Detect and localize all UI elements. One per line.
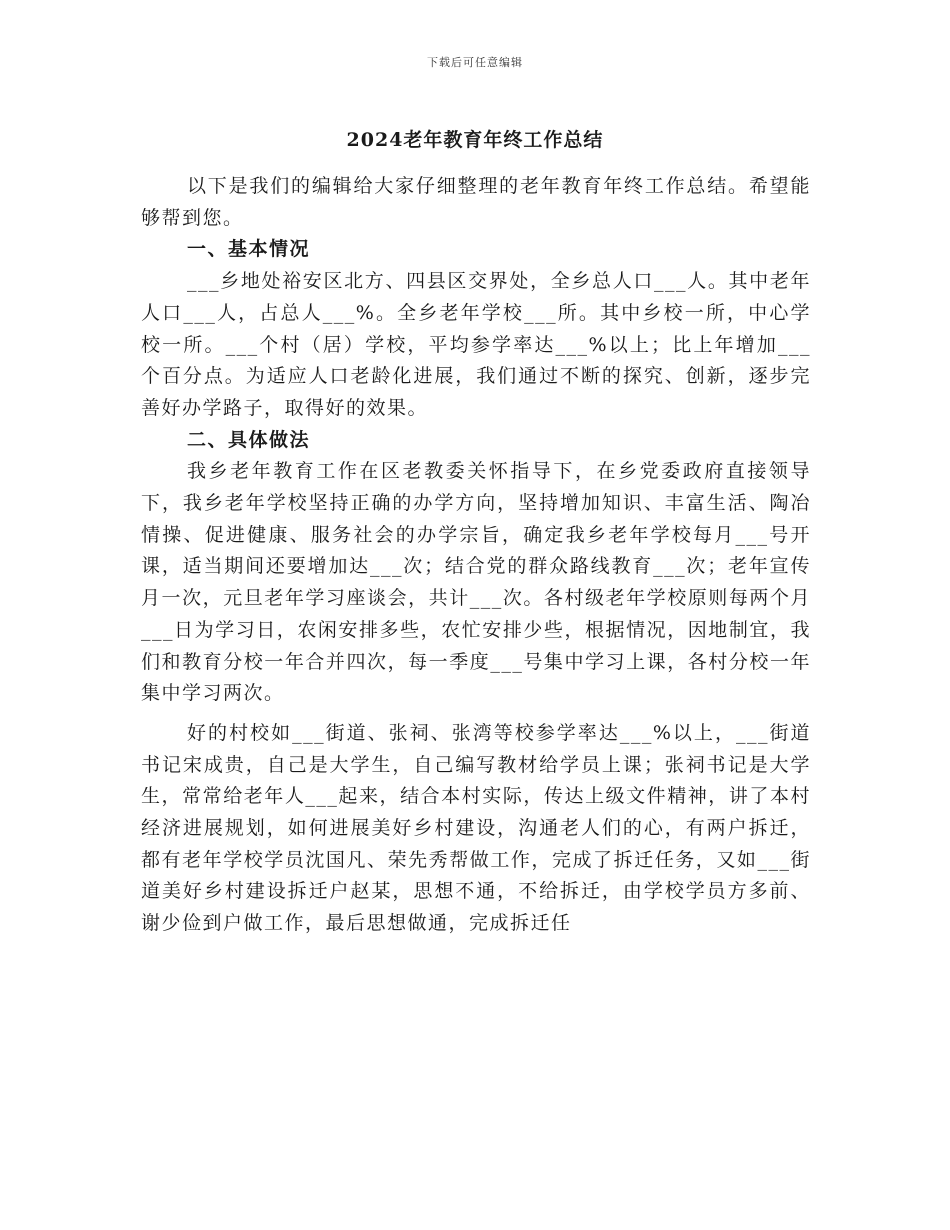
section-2-paragraph-1: 我乡老年教育工作在区老教委关怀指导下，在乡党委政府直接领导下，我乡老年学校坚持正确的办学方向，坚持增加知识、丰富生活、陶冶情操、促进健康、服务社会的办学宗旨，确定我乡老年学校每月___号开课，适当期间还要增加达___次；结合党的群众路线教育___次；老年宣传月一次，元旦老年学习座谈会，共计___次。各村级老年学校原则每两个月___日为学习日，农闲安排多些，农忙安排少些，根据情况，因地制宜，我们和教育分校一年合并四次，每一季度___号集中学习上课，各村分校一年集中学习两次。 [141, 460, 811, 705]
section-2-paragraph-2: 好的村校如___街道、张祠、张湾等校参学率达___%以上，___街道书记宋成贵，自己是大学生，自己编写教材给学员上课；张祠书记是大学生，常常给老年人___起来，结合本村实际，传达上级文件精神，讲了本村经济进展规划，如何进展美好乡村建设，沟通老人们的心，有两户拆迁，都有老年学校学员沈国凡、荣先秀帮做工作，完成了拆迁任务，又如___街道美好乡村建设拆迁户赵某，思想不通，不给拆迁，由学校学员方多前、谢少俭到户做工作，最后思想做通，完成拆迁任 [141, 721, 811, 935]
section-1-paragraph: ___乡地处裕安区北方、四县区交界处，全乡总人口___人。其中老年人口___人，占总人___%。全乡老年学校___所。其中乡校一所，中心学校一所。___个村（居）学校，平均参学率达___%以上；比上年增加___个百分点。为适应人口老龄化进展，我们通过不断的探究、创新，逐步完善好办学路子，取得好的效果。 [141, 270, 811, 419]
intro-paragraph: 以下是我们的编辑给大家仔细整理的老年教育年终工作总结。希望能够帮到您。 [141, 175, 811, 229]
section-2-heading: 二、具体做法 [187, 428, 311, 451]
document-body [141, 171, 811, 940]
document-title: 2024老年教育年终工作总结 [346, 129, 604, 151]
page-header-note: 下载后可任意编辑 [427, 56, 523, 69]
section-1-heading: 一、基本情况 [187, 238, 311, 261]
